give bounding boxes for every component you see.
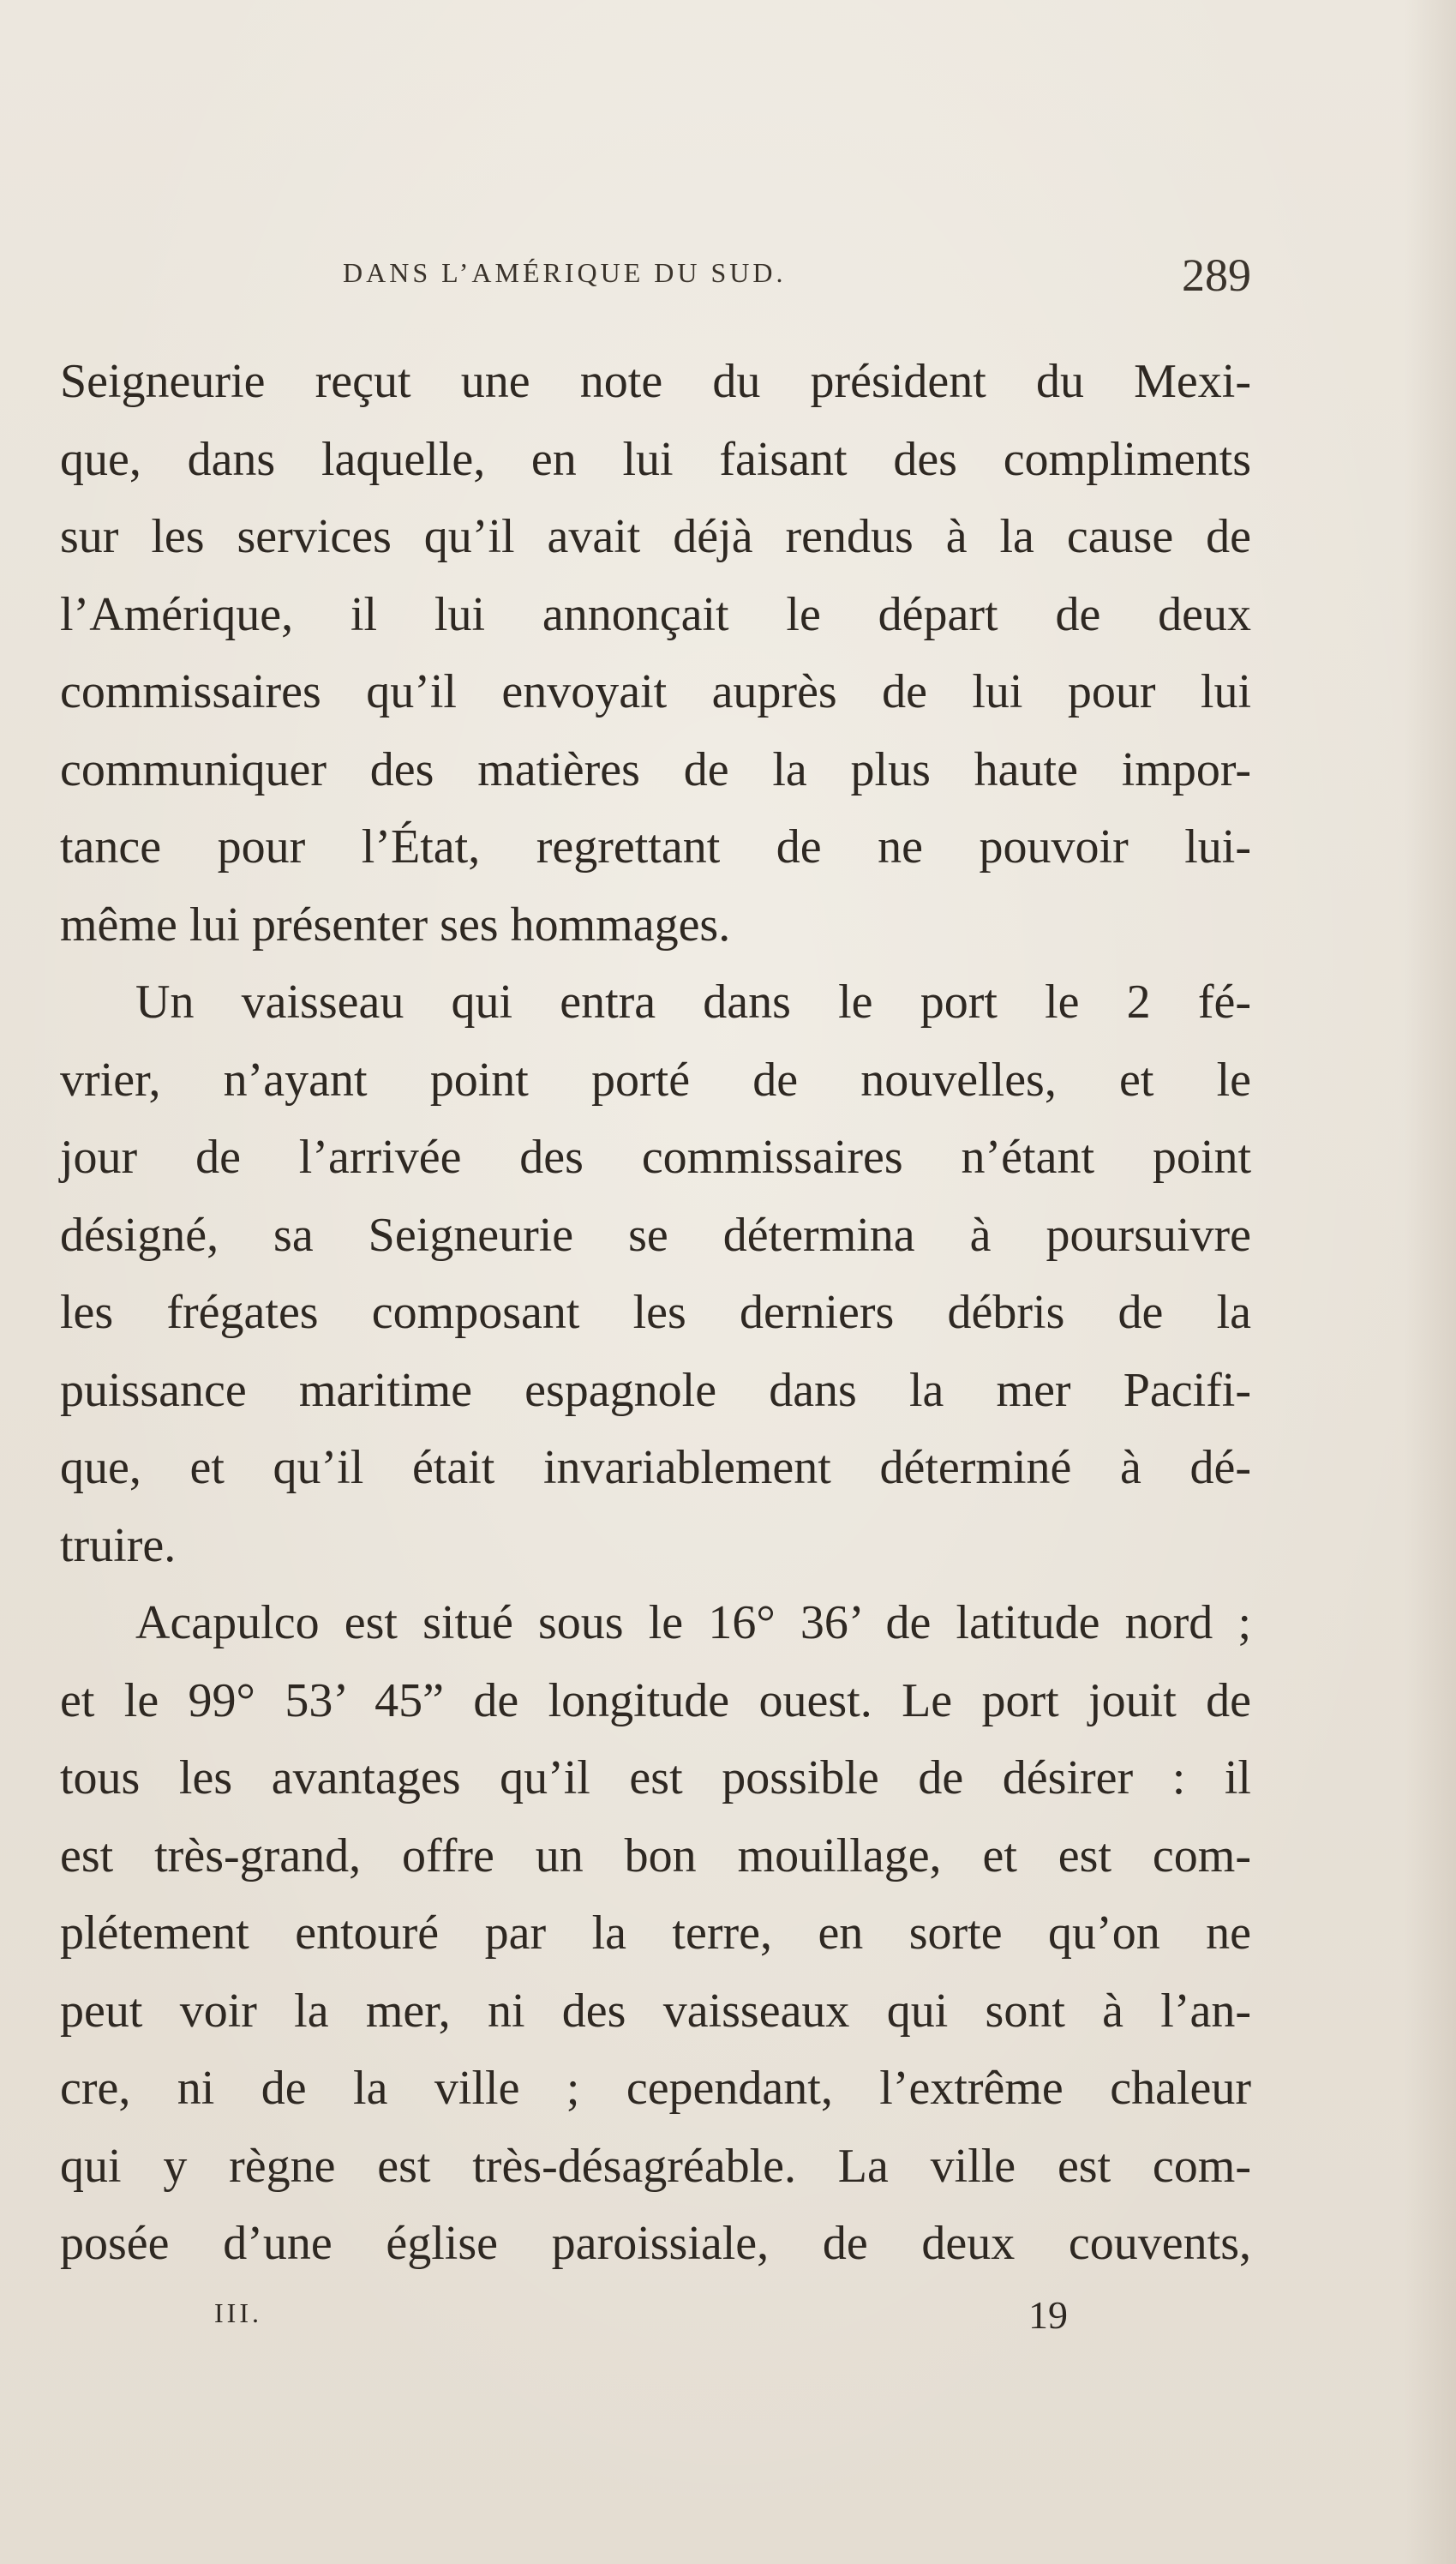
body-text	[60, 343, 1251, 2283]
text-line: l’Amérique, il lui annonçait le départ de deux	[60, 587, 1251, 641]
signature-mark: 19	[1028, 2293, 1068, 2337]
text-line: sur les services qu’il avait déjà rendus à la cause de	[60, 510, 1251, 563]
page-header	[343, 249, 1251, 309]
text-line: désigné, sa Seigneurie se détermina à poursuivre	[60, 1208, 1251, 1262]
text-line: communiquer des matières de la plus haute impor-	[60, 742, 1251, 796]
text-line: tous les avantages qu’il est possible de désirer : il	[60, 1751, 1251, 1804]
text-line: est très-grand, offre un bon mouillage, et est com-	[60, 1828, 1251, 1882]
page-number: 289	[1182, 249, 1251, 301]
text-line: Un vaisseau qui entra dans le port le 2 fé-	[135, 976, 1251, 1029]
text-line: puissance maritime espagnole dans la mer Pacifi-	[60, 1363, 1251, 1417]
text-line: que, et qu’il était invariablement déterminé à dé-	[60, 1441, 1251, 1494]
text-line: les frégates composant les derniers débris de la	[60, 1286, 1251, 1339]
text-line: qui y règne est très-désagréable. La ville est com-	[60, 2139, 1251, 2193]
text-line: vrier, n’ayant point porté de nouvelles, et le	[60, 1053, 1251, 1107]
text-line: et le 99° 53’ 45” de longitude ouest. Le port jouit de	[60, 1673, 1251, 1727]
text-line: tance pour l’État, regrettant de ne pouvoir lui-	[60, 820, 1251, 874]
volume-mark: III.	[214, 2297, 262, 2328]
text-line: peut voir la mer, ni des vaisseaux qui sont à l’an-	[60, 1984, 1251, 2038]
running-head: DANS L’AMÉRIQUE DU SUD.	[343, 257, 787, 288]
text-line: Acapulco est situé sous le 16° 36’ de latitude nord ;	[135, 1596, 1251, 1649]
page-edge-shadow	[1405, 0, 1456, 2564]
text-line: que, dans laquelle, en lui faisant des compliments	[60, 432, 1251, 486]
text-line: commissaires qu’il envoyait auprès de lui pour lui	[60, 665, 1251, 718]
text-line: plétement entouré par la terre, en sorte qu’on ne	[60, 1906, 1251, 1960]
text-line: truire.	[60, 1518, 177, 1572]
text-line: cre, ni de la ville ; cependant, l’extrême chaleur	[60, 2062, 1251, 2115]
text-line: Seigneurie reçut une note du président du Mexi-	[60, 355, 1251, 408]
page-footer	[214, 2293, 1071, 2349]
text-line: posée d’une église paroissiale, de deux couvents,	[60, 2217, 1251, 2270]
text-line: jour de l’arrivée des commissaires n’étant point	[60, 1131, 1251, 1184]
text-line: même lui présenter ses hommages.	[60, 898, 731, 952]
